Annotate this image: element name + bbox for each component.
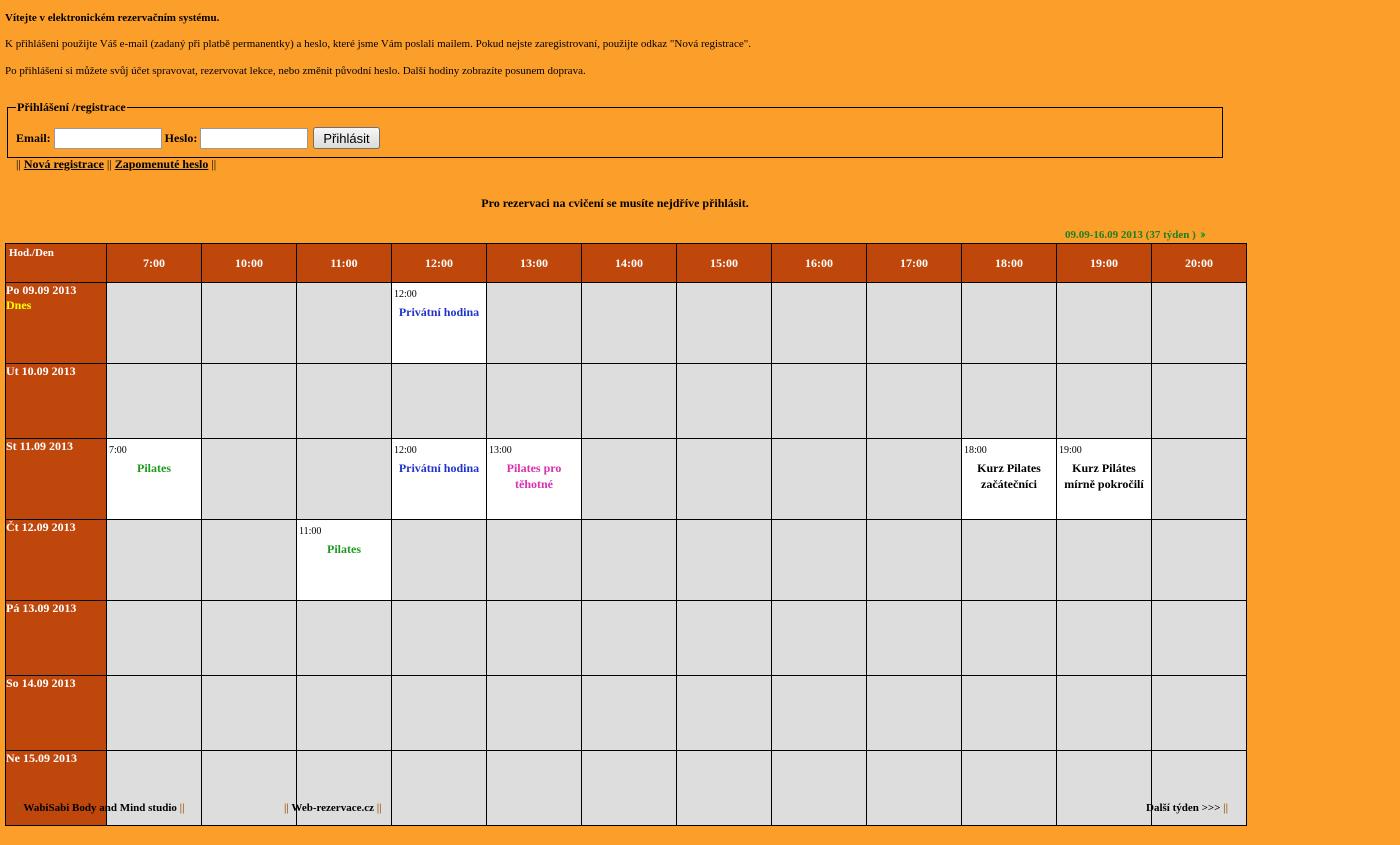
web-rezervace-link[interactable]: Web-rezervace.cz (291, 802, 374, 814)
hour-header: 15:00 (677, 244, 772, 283)
schedule-row (6, 601, 1247, 676)
hour-header: 19:00 (1057, 244, 1152, 283)
empty-slot (867, 601, 962, 676)
empty-slot (487, 364, 582, 439)
hour-header: 16:00 (772, 244, 867, 283)
day-label-cell (6, 751, 107, 826)
hour-header: 11:00 (297, 244, 392, 283)
empty-slot (582, 283, 677, 364)
password-field[interactable] (200, 128, 308, 149)
event-cell[interactable] (1057, 439, 1152, 520)
empty-slot (107, 283, 202, 364)
empty-slot (1057, 283, 1152, 364)
day-label: Čt 12.09 2013 (6, 520, 76, 534)
event-name[interactable]: Privátní hodina (398, 461, 480, 475)
event-cell[interactable] (392, 439, 487, 520)
empty-slot (962, 364, 1057, 439)
event-cell[interactable] (392, 283, 487, 364)
empty-slot (107, 364, 202, 439)
empty-slot (297, 364, 392, 439)
empty-slot (582, 439, 677, 520)
day-label: Po 09.09 2013 (6, 283, 77, 297)
empty-slot (202, 439, 297, 520)
login-button[interactable]: Přihlásit (313, 127, 379, 149)
event-cell[interactable] (107, 439, 202, 520)
empty-slot (487, 601, 582, 676)
event-cell[interactable] (297, 520, 392, 601)
empty-slot (582, 364, 677, 439)
empty-slot (962, 676, 1057, 751)
schedule-body (6, 283, 1247, 826)
empty-slot (1057, 520, 1152, 601)
empty-slot (487, 676, 582, 751)
empty-slot (677, 601, 772, 676)
footer-site (284, 802, 382, 814)
event-name[interactable]: Kurz Pilátes mírně pokročilí (1064, 461, 1144, 491)
separator: || (211, 157, 217, 171)
empty-slot (107, 520, 202, 601)
empty-slot (677, 364, 772, 439)
hour-header: 10:00 (202, 244, 297, 283)
separator: || (284, 802, 289, 814)
empty-slot (487, 520, 582, 601)
empty-slot (677, 439, 772, 520)
schedule-row (6, 283, 1247, 364)
empty-slot (867, 283, 962, 364)
hour-header: 20:00 (1152, 244, 1247, 283)
separator: || (16, 802, 21, 814)
next-week-link[interactable]: Další týden >>> (1146, 802, 1221, 814)
login-legend: Přihlášení /registrace (17, 100, 126, 114)
email-field[interactable] (54, 128, 162, 149)
empty-slot (867, 676, 962, 751)
footer-next-week (1146, 802, 1228, 814)
event-time: 13:00 (489, 445, 512, 456)
week-range-label[interactable]: 09.09-16.09 2013 (37 týden ) (1065, 229, 1196, 241)
empty-slot (962, 751, 1057, 826)
empty-slot (392, 601, 487, 676)
login-form (16, 127, 380, 149)
empty-slot (1152, 751, 1247, 826)
day-label-cell (6, 283, 107, 364)
corner-header: Hod./Den (6, 244, 107, 283)
email-label: Email: (16, 130, 51, 145)
studio-link[interactable]: WabiSabi Body and Mind studio (23, 802, 177, 814)
intro-line-1: K přihlášeni použijte Váš e-mail (zadaný při platbě permanentky) a heslo, které jsme Vám poslali mailem. Pokud nejste zaregistrovaní, použijte odkaz "Nová registrace". (5, 38, 751, 50)
empty-slot (297, 751, 392, 826)
day-label-cell (6, 439, 107, 520)
empty-slot (392, 676, 487, 751)
schedule-row (6, 439, 1247, 520)
empty-slot (107, 601, 202, 676)
new-registration-link[interactable]: Nová registrace (23, 157, 104, 171)
empty-slot (392, 751, 487, 826)
hour-header: 18:00 (962, 244, 1057, 283)
empty-slot (1152, 283, 1247, 364)
separator: || (16, 157, 21, 171)
empty-slot (867, 439, 962, 520)
event-name[interactable]: Pilates (327, 542, 361, 556)
empty-slot (1152, 439, 1247, 520)
empty-slot (1057, 364, 1152, 439)
day-label-cell (6, 676, 107, 751)
event-name[interactable]: Pilates pro těhotné (506, 461, 562, 491)
empty-slot (772, 751, 867, 826)
empty-slot (677, 283, 772, 364)
event-name[interactable]: Privátní hodina (398, 305, 480, 319)
empty-slot (392, 520, 487, 601)
hour-header-row (6, 244, 1247, 283)
event-time: 7:00 (109, 445, 127, 456)
empty-slot (582, 676, 677, 751)
empty-slot (677, 520, 772, 601)
password-label: Heslo: (164, 130, 198, 145)
hour-header: 13:00 (487, 244, 582, 283)
day-label: St 11.09 2013 (6, 439, 74, 453)
event-time: 18:00 (964, 445, 987, 456)
empty-slot (867, 364, 962, 439)
empty-slot (772, 520, 867, 601)
empty-slot (297, 283, 392, 364)
empty-slot (487, 283, 582, 364)
hour-header: 7:00 (107, 244, 202, 283)
hour-header: 14:00 (582, 244, 677, 283)
empty-slot (677, 751, 772, 826)
empty-slot (962, 601, 1057, 676)
schedule-row (6, 751, 1247, 826)
empty-slot (297, 676, 392, 751)
double-chevron-right-icon[interactable]: ›› (1199, 227, 1204, 242)
event-name[interactable]: Pilates (137, 461, 171, 475)
day-label: Pá 13.09 2013 (6, 601, 77, 615)
empty-slot (962, 520, 1057, 601)
event-time: 12:00 (394, 289, 417, 300)
empty-slot (772, 601, 867, 676)
empty-slot (107, 676, 202, 751)
empty-slot (1152, 601, 1247, 676)
login-required-notice: Pro rezervaci na cvičení se musíte nejdříve přihlásit. (481, 196, 749, 210)
footer-studio (16, 802, 185, 814)
empty-slot (107, 751, 202, 826)
empty-slot (677, 676, 772, 751)
login-links (16, 157, 216, 172)
day-label: Ne 15.09 2013 (6, 751, 77, 765)
hour-header: 12:00 (392, 244, 487, 283)
separator: || (376, 802, 382, 814)
empty-slot (1057, 676, 1152, 751)
separator: || (179, 802, 185, 814)
empty-slot (297, 439, 392, 520)
event-cell[interactable] (962, 439, 1057, 520)
event-time: 12:00 (394, 445, 417, 456)
empty-slot (487, 751, 582, 826)
empty-slot (202, 283, 297, 364)
empty-slot (202, 364, 297, 439)
empty-slot (1152, 676, 1247, 751)
day-label: So 14.09 2013 (6, 676, 76, 690)
empty-slot (1152, 364, 1247, 439)
empty-slot (202, 751, 297, 826)
empty-slot (772, 283, 867, 364)
schedule-row (6, 676, 1247, 751)
schedule-table (5, 243, 1247, 826)
login-fieldset (7, 100, 1223, 171)
day-label: Ut 10.09 2013 (6, 364, 76, 378)
hour-header: 17:00 (867, 244, 962, 283)
separator: || (106, 157, 112, 171)
today-badge: Dnes (6, 298, 32, 312)
schedule-row (6, 520, 1247, 601)
empty-slot (1057, 601, 1152, 676)
empty-slot (582, 601, 677, 676)
empty-slot (867, 520, 962, 601)
empty-slot (202, 676, 297, 751)
empty-slot (772, 364, 867, 439)
event-time: 19:00 (1059, 445, 1082, 456)
empty-slot (1057, 751, 1152, 826)
week-navigation[interactable] (1065, 229, 1203, 241)
empty-slot (772, 439, 867, 520)
day-label-cell (6, 601, 107, 676)
empty-slot (392, 364, 487, 439)
intro-text (5, 12, 751, 92)
forgot-password-link[interactable]: Zapomenuté heslo (114, 157, 209, 171)
separator: || (1223, 802, 1229, 814)
event-cell[interactable] (487, 439, 582, 520)
day-label-cell (6, 520, 107, 601)
empty-slot (962, 283, 1057, 364)
welcome-heading: Vítejte v elektronickém rezervačním systému. (5, 12, 220, 24)
empty-slot (867, 751, 962, 826)
schedule-row (6, 364, 1247, 439)
empty-slot (772, 676, 867, 751)
day-label-cell (6, 364, 107, 439)
empty-slot (202, 601, 297, 676)
event-name[interactable]: Kurz Pilates začátečníci (977, 461, 1041, 491)
empty-slot (297, 601, 392, 676)
empty-slot (582, 751, 677, 826)
empty-slot (582, 520, 677, 601)
empty-slot (202, 520, 297, 601)
empty-slot (1152, 520, 1247, 601)
intro-line-2: Po přihlášení si můžete svůj účet spravovat, rezervovat lekce, nebo změnit původní heslo. Další hodiny zobrazíte posunem doprava. (5, 65, 586, 77)
event-time: 11:00 (299, 526, 322, 537)
